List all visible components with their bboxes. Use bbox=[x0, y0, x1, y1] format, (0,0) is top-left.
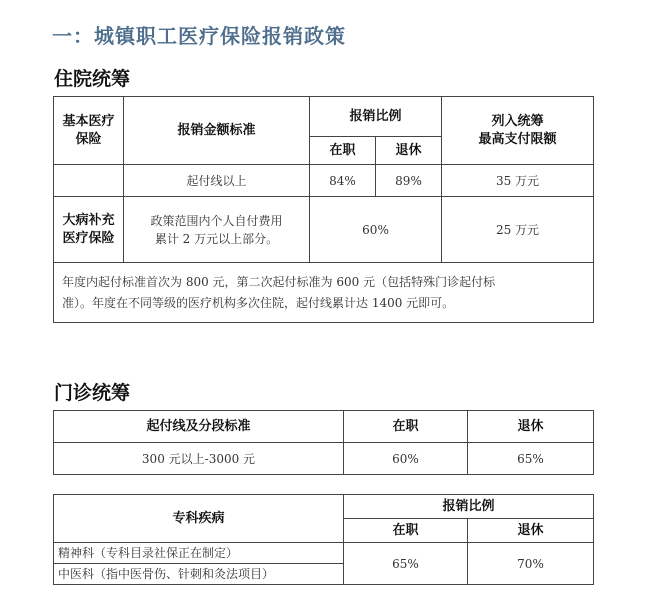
serious-amount: 政策范围内个人自付费用 累计 2 万元以上部分。 bbox=[124, 197, 310, 263]
inpatient-heading: 住院统筹 bbox=[54, 68, 131, 90]
specialty-item-psychiatry: 精神科（专科目录社保正在制定） bbox=[54, 543, 344, 564]
col-retired-header: 退休 bbox=[376, 137, 442, 165]
col-ratio-header: 报销比例 bbox=[310, 97, 442, 137]
serious-insurance-label: 大病补充 医疗保险 bbox=[54, 197, 124, 263]
specialty-table bbox=[53, 494, 594, 585]
specialty-item-tcm: 中医科（指中医骨伤、针刺和灸法项目） bbox=[54, 564, 344, 585]
serious-ratio: 60% bbox=[310, 197, 442, 263]
col-retired-header: 退休 bbox=[468, 411, 594, 443]
inpatient-note: 年度内起付标准首次为 800 元，第二次起付标准为 600 元（包括特殊门诊起付标 准）。年度在不同等级的医疗机构多次住院，起付线累计达 1400 元即可。 bbox=[54, 263, 594, 323]
col-retired-header: 退休 bbox=[468, 519, 594, 543]
col-employed-header: 在职 bbox=[344, 519, 468, 543]
page-title: 一：城镇职工医疗保险报销政策 bbox=[52, 24, 346, 48]
threshold-range: 300 元以上-3000 元 bbox=[54, 443, 344, 475]
col-limit-header: 列入统筹 最高支付限额 bbox=[442, 97, 594, 165]
specialty-retired-ratio: 70% bbox=[468, 543, 594, 585]
col-disease-header: 专科疾病 bbox=[54, 495, 344, 543]
basic-amount: 起付线以上 bbox=[124, 165, 310, 197]
col-amount-header: 报销金额标准 bbox=[124, 97, 310, 165]
retired-ratio: 65% bbox=[468, 443, 594, 475]
outpatient-heading: 门诊统筹 bbox=[54, 382, 131, 404]
basic-insurance-label: 基本医疗 保险 bbox=[54, 97, 124, 165]
outpatient-table bbox=[53, 410, 594, 475]
col-ratio-header: 报销比例 bbox=[344, 495, 594, 519]
serious-limit: 25 万元 bbox=[442, 197, 594, 263]
empty-cell bbox=[54, 165, 124, 197]
basic-retired-ratio: 89% bbox=[376, 165, 442, 197]
specialty-employed-ratio: 65% bbox=[344, 543, 468, 585]
basic-employed-ratio: 84% bbox=[310, 165, 376, 197]
col-employed-header: 在职 bbox=[310, 137, 376, 165]
col-employed-header: 在职 bbox=[344, 411, 468, 443]
inpatient-table bbox=[53, 96, 594, 323]
col-threshold-header: 起付线及分段标准 bbox=[54, 411, 344, 443]
employed-ratio: 60% bbox=[344, 443, 468, 475]
basic-limit: 35 万元 bbox=[442, 165, 594, 197]
